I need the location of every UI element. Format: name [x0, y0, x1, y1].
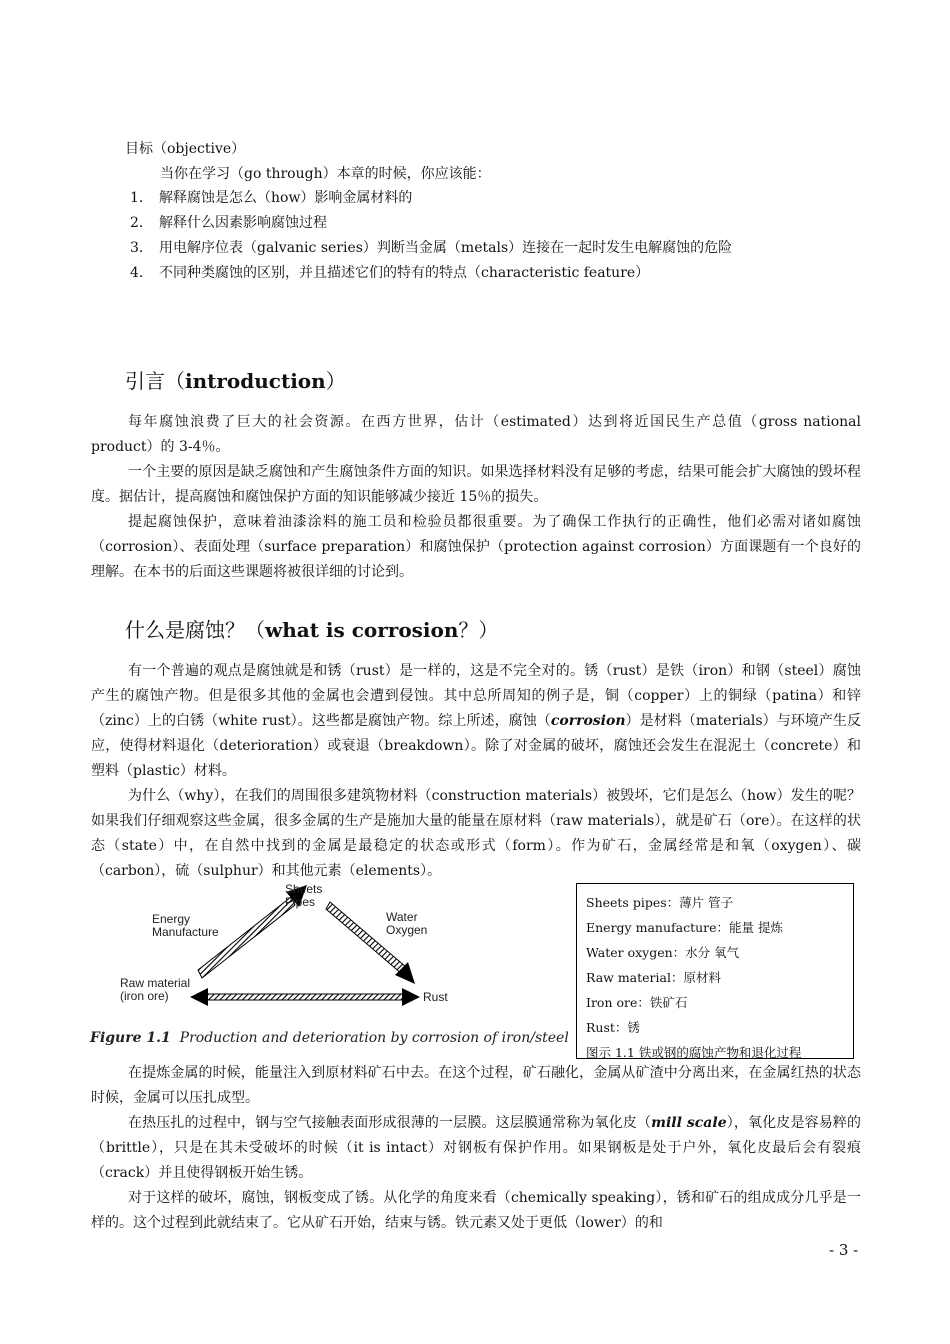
- list-item: [130, 238, 732, 263]
- label-sheets-pipes: Sheets Pipes: [285, 882, 323, 909]
- heading-end: ）: [325, 369, 346, 393]
- corrosion-paragraph-5: 对于这样的破坏，腐蚀，钢板变成了锈。从化学的角度来看（chemically speaking），锈和矿石的组成成分几乎是一样的。这个过程到此就结束了。它从矿石开始，结束与锈。铁元素又处于更低（lower）的和: [91, 1190, 861, 1231]
- objective-intro: 当你在学习（go through）本章的时候，你应该能：: [160, 166, 491, 182]
- glossary-line: 图示 1.1 铁或钢的腐蚀产物和退化过程: [586, 1045, 802, 1060]
- paragraph-text: 在热压扎的过程中，钢与空气接触表面形成很薄的一层膜。这层膜通常称为氧化皮（: [128, 1115, 652, 1131]
- intro-paragraph-2: 一个主要的原因是缺乏腐蚀和产生腐蚀条件方面的知识。如果选择材料没有足够的考虑，结果可能会扩大腐蚀的毁坏程度。据估计，提高腐蚀和腐蚀保护方面的知识能够减少接近 15％的损失。: [91, 464, 861, 505]
- emphasis-term: corrosion: [550, 713, 626, 729]
- label-rust: Rust: [423, 990, 448, 1004]
- heading-zh: 引言（: [125, 369, 185, 393]
- glossary-line: Sheets pipes：薄片 管子: [586, 895, 734, 910]
- paragraph-text: 有一个普遍的观点是腐蚀就是和锈（rust）是一样的，这是不完全对的。锈（rust）是铁（iron）和钢（steel）腐蚀产生的腐蚀产物。但是很多其他的金属也会遭到侵蚀。其中总所周知的例子是，铜（copper）上的铜绿（patina）和锌（zinc）上的白锈（white rust）。这些都是腐蚀产物。综上所述，腐蚀（: [91, 663, 861, 729]
- page-number: - 3 -: [829, 1241, 859, 1259]
- item-text: 不同种类腐蚀的区别，并且描述它们的特有的特点（characteristic feature）: [159, 265, 650, 281]
- list-item: [130, 213, 732, 238]
- glossary-line: Energy manufacture：能量 提炼: [586, 920, 783, 935]
- figure-1-1: [90, 880, 570, 1055]
- heading-zh: 什么是腐蚀？（: [125, 618, 265, 642]
- glossary-line: Iron ore：铁矿石: [586, 995, 688, 1010]
- caption-text: Production and deterioration by corrosion of iron/steel: [179, 1030, 569, 1046]
- heading-en: what is corrosion: [265, 618, 459, 642]
- glossary-line: Raw material：原材料: [586, 970, 721, 985]
- list-item: [130, 263, 732, 288]
- item-text: 解释腐蚀是怎么（how）影响金属材料的: [159, 190, 413, 206]
- label-raw-material: Raw material (iron ore): [120, 976, 191, 1003]
- corrosion-paragraph-4: [91, 1111, 861, 1186]
- paragraph-text: ），氧化皮是容易粹的（brittle），只是在其未受破坏的时候（it is intact）对钢板有保护作用。如果钢板是处于户外，氧化皮最后会有裂痕（crack）并且使得钢板开始生锈。: [91, 1115, 861, 1181]
- list-item: [130, 188, 732, 213]
- item-number: 4．: [130, 265, 153, 281]
- intro-paragraph-1: 每年腐蚀浪费了巨大的社会资源。在西方世界，估计（estimated）达到将近国民生产总值（gross national product）的 3-4％。: [91, 414, 861, 455]
- what-is-corrosion-heading: [125, 616, 498, 644]
- arrow-raw-rust: [190, 988, 420, 1006]
- objective-title: 目标（objective）: [125, 141, 246, 157]
- item-text: 解释什么因素影响腐蚀过程: [159, 215, 327, 231]
- objective-list: [130, 188, 732, 288]
- corrosion-paragraph-1: [91, 659, 861, 784]
- paragraph-text: ）是材料（materials）与环境产生反应，使得材料退化（deterioration）或衰退（breakdown）。除了对金属的破坏，腐蚀还会发生在混泥土（concrete）和塑料（plastic）材料。: [91, 713, 861, 779]
- heading-end: ？）: [458, 618, 499, 642]
- introduction-heading: [125, 367, 346, 395]
- glossary-line: Rust：锈: [586, 1020, 640, 1035]
- item-number: 2．: [130, 215, 153, 231]
- item-number: 1．: [130, 190, 153, 206]
- heading-en: introduction: [185, 369, 326, 393]
- corrosion-paragraph-2: 为什么（why），在我们的周围很多建筑物材料（construction materials）被毁坏，它们是怎么（how）发生的呢？如果我们仔细观察这些金属，很多金属的生产是施加大量的能量在原材料（raw materials），就是矿石（ore）。在这样的状态（state）中，在自然中找到的金属是最稳定的状态或形式（form）。作为矿石，金属经常是和氧（oxygen）、碳（carbon），硫（sulphur）和其他元素（elements）。: [91, 788, 861, 879]
- glossary-box: [576, 883, 854, 1059]
- intro-paragraph-3: 提起腐蚀保护，意味着油漆涂料的施工员和检验员都很重要。为了确保工作执行的正确性，他们必需对诸如腐蚀（corrosion）、表面处理（surface preparation）和腐蚀保护（protection against corrosion）方面课题有一个良好的理解。在本书的后面这些课题将被很详细的讨论到。: [91, 514, 861, 580]
- caption-number: Figure 1.1: [90, 1030, 171, 1046]
- corrosion-cycle-diagram: [90, 880, 570, 1030]
- glossary-line: Water oxygen：水分 氧气: [586, 945, 740, 960]
- corrosion-paragraph-3: 在提炼金属的时候，能量注入到原材料矿石中去。在这个过程，矿石融化，金属从矿渣中分离出来，在金属红热的状态时候，金属可以压扎成型。: [91, 1065, 861, 1106]
- figure-caption: [90, 1030, 569, 1046]
- emphasis-term: mill scale: [651, 1115, 727, 1131]
- item-text: 用电解序位表（galvanic series）判断当金属（metals）连接在一起时发生电解腐蚀的危险: [159, 240, 733, 256]
- item-number: 3．: [130, 240, 153, 256]
- label-energy-manufacture: Energy Manufacture: [152, 912, 219, 939]
- label-water-oxygen: Water Oxygen: [386, 910, 428, 937]
